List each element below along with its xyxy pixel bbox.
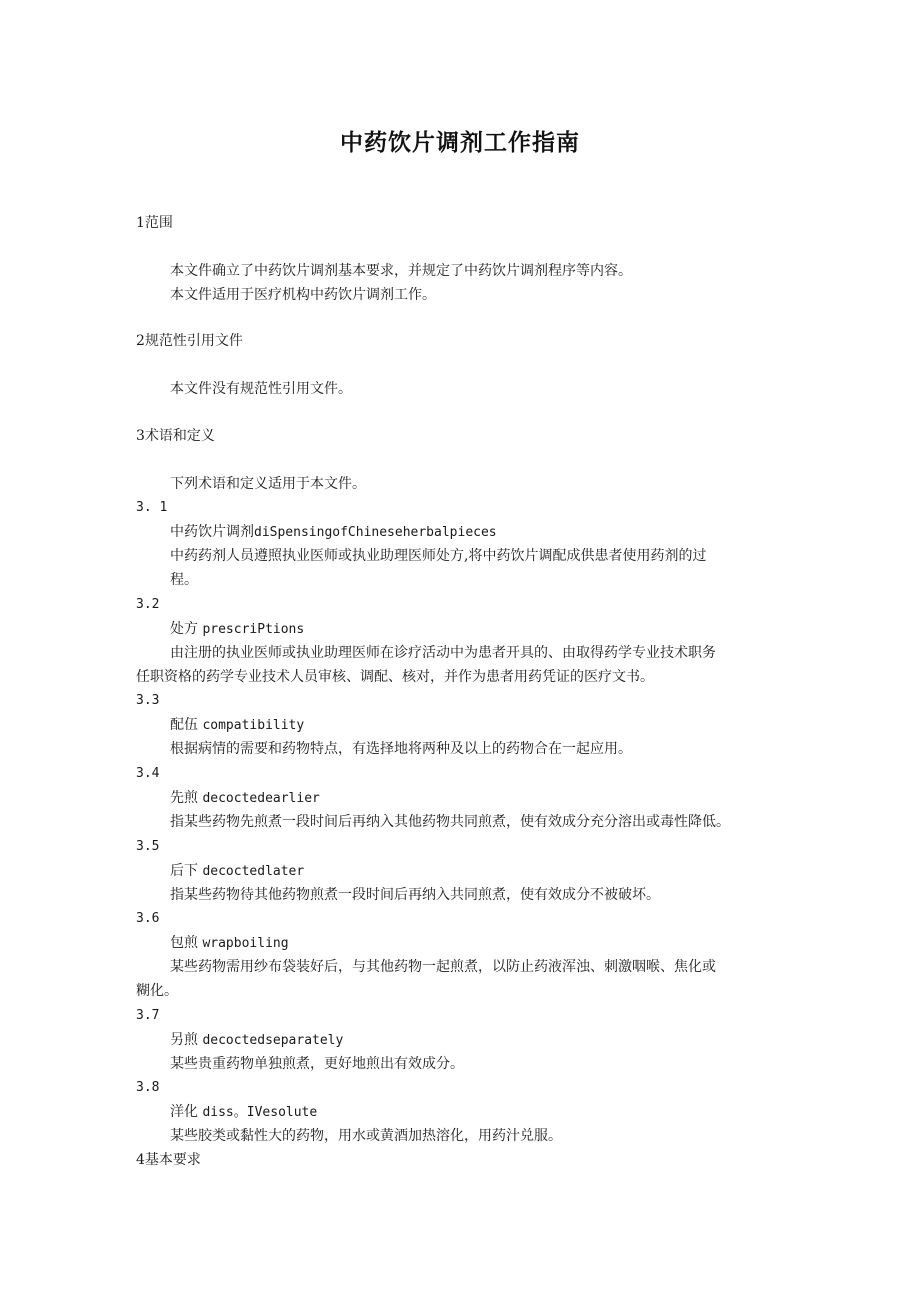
section-1-paragraph-2: 本文件适用于医疗机构中药饮片调剂工作。 (170, 287, 436, 303)
term-definition-line-1: 某些药物需用纱布袋装好后，与其他药物一起煎煮，以防止药液浑浊、刺激咽喉、焦化或 (170, 959, 716, 975)
term-name-en: decoctedearlier (202, 791, 320, 806)
term-title (170, 715, 304, 736)
term-title (170, 522, 497, 543)
term-definition-line-1: 根据病情的需要和药物特点，有选择地将两种及以上的药物合在一起应用。 (170, 741, 632, 757)
term-name-en: diss。IVesolute (202, 1105, 318, 1120)
term-number: 3. 1 (136, 500, 168, 515)
document-title: 中药饮片调剂工作指南 (340, 130, 580, 156)
term-title (170, 933, 289, 954)
term-name-en: decoctedseparately (202, 1033, 344, 1048)
term-number: 3.3 (136, 693, 160, 708)
term-name-en: prescriPtions (202, 622, 305, 637)
term-definition-line-1: 指某些药物先煎煮一段时间后再纳入其他药物共同煎煮，使有效成分充分溶出或毒性降低。 (170, 814, 730, 830)
section-1-paragraph-1: 本文件确立了中药饮片调剂基本要求，并规定了中药饮片调剂程序等内容。 (170, 263, 632, 279)
term-title (170, 1030, 343, 1051)
section-2-paragraph-1: 本文件没有规范性引用文件。 (170, 381, 352, 397)
term-name-cn: 洋化 (170, 1104, 198, 1120)
term-name-en: wrapboiling (202, 936, 289, 951)
term-title (170, 788, 320, 809)
term-number: 3.2 (136, 597, 160, 612)
term-name-cn: 配伍 (170, 717, 198, 733)
section-3-intro: 下列术语和定义适用于本文件。 (170, 476, 366, 492)
term-number: 3.5 (136, 839, 160, 854)
term-number: 3.8 (136, 1080, 160, 1095)
term-name-cn: 另煎 (170, 1032, 198, 1048)
section-3-heading: 3术语和定义 (136, 428, 215, 444)
term-name-cn: 先煎 (170, 790, 198, 806)
term-number: 3.6 (136, 911, 160, 926)
term-definition-line-1: 中药药剂人员遵照执业医师或执业助理医师处方,将中药饮片调配成供患者使用药剂的过 (170, 548, 707, 564)
term-number: 3.4 (136, 766, 160, 781)
term-title (170, 619, 304, 640)
section-4-heading: 4基本要求 (136, 1152, 201, 1168)
section-2-heading: 2规范性引用文件 (136, 333, 243, 349)
term-title (170, 861, 304, 882)
term-name-cn: 包煎 (170, 935, 198, 951)
term-name-cn: 后下 (170, 863, 198, 879)
term-definition-line-1: 某些贵重药物单独煎煮，更好地煎出有效成分。 (170, 1056, 464, 1072)
term-name-en: compatibility (202, 718, 305, 733)
term-name-cn: 处方 (170, 621, 198, 637)
section-1-heading: 1范围 (136, 215, 173, 231)
term-title (170, 1102, 317, 1123)
term-definition-line-1: 由注册的执业医师或执业助理医师在诊疗活动中为患者开具的、由取得药学专业技术职务 (170, 645, 716, 661)
term-definition-line-1: 指某些药物待其他药物煎煮一段时间后再纳入共同煎煮，使有效成分不被破坏。 (170, 887, 660, 903)
term-definition-line-2: 糊化。 (136, 983, 178, 999)
term-name-en: diSpensingofChineseherbalpieces (254, 525, 497, 540)
term-definition-line-2: 程。 (170, 572, 198, 588)
term-definition-line-1: 某些胶类或黏性大的药物，用水或黄酒加热溶化，用药汁兑服。 (170, 1128, 562, 1144)
term-definition-line-2: 任职资格的药学专业技术人员审核、调配、核对，并作为患者用药凭证的医疗文书。 (136, 669, 654, 685)
term-number: 3.7 (136, 1008, 160, 1023)
term-name-cn: 中药饮片调剂 (170, 524, 254, 540)
term-name-en: decoctedlater (202, 864, 305, 879)
